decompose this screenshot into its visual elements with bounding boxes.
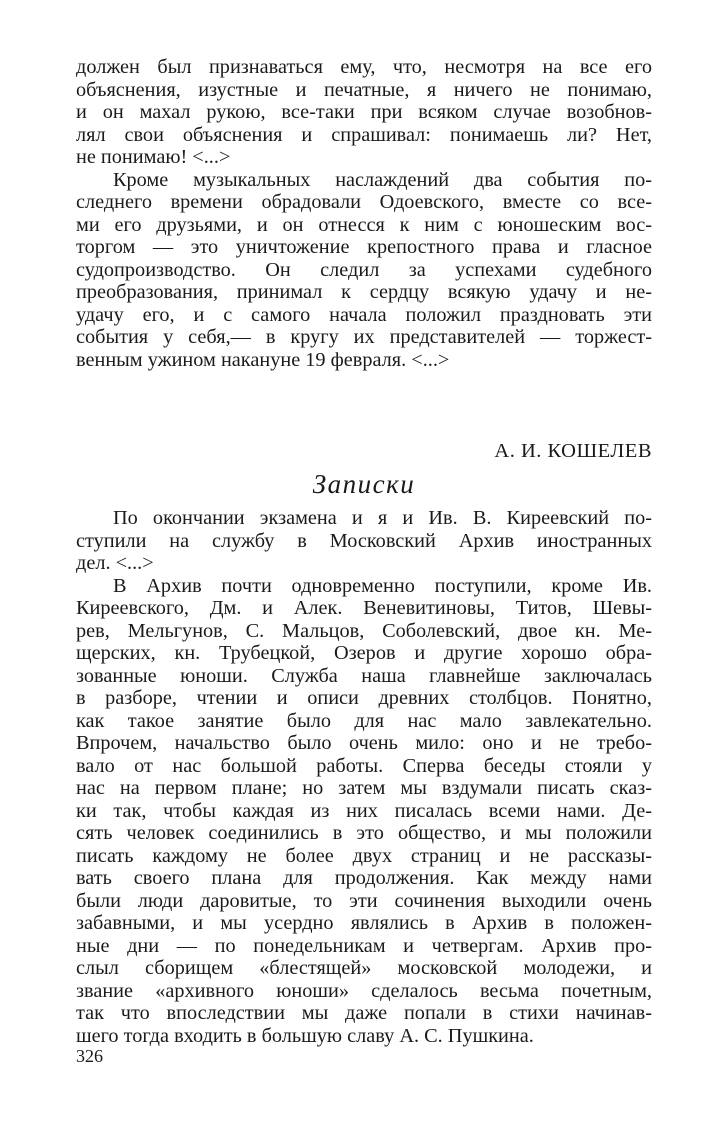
text-line: Впрочем, начальство было очень мило: оно и не требо-	[76, 732, 652, 754]
text-line: судопроизводство. Он следил за успехами судебного	[76, 258, 652, 281]
text-line: лял свои объяснения и спрашивал: понимаешь ли? Нет,	[76, 123, 652, 146]
text-line: писать каждому не более двух страниц и не рассказы-	[76, 844, 652, 867]
text-line: шего тогда входить в большую славу А. С. Пушкина.	[76, 1024, 534, 1047]
text-line: были люди даровитые, то эти сочинения выходили очень	[76, 889, 652, 912]
text-line: В Архив почти одновременно поступили, кроме Ив.	[113, 574, 652, 597]
text-line: торгом — это уничтожение крепостного права и гласное	[76, 236, 652, 258]
text-line: звание «архивного юноши» сделалось весьма почетным,	[76, 979, 652, 1002]
paragraph-1	[76, 56, 652, 169]
section-gap	[76, 371, 652, 439]
text-line: нас на первом плане; но затем мы вздумали писать сказ-	[76, 777, 652, 799]
text-line: следнего времени обрадовали Одоевского, вместе со все-	[76, 191, 652, 213]
text-line: ки так, чтобы каждая из них писалась всеми нами. Де-	[76, 799, 652, 822]
text-line: Киреевского, Дм. и Алек. Веневитиновы, Титов, Шевы-	[76, 597, 652, 619]
paragraph-4	[76, 575, 652, 1048]
text-line: По окончании экзамена и я и Ив. В. Киреевский по-	[113, 507, 652, 529]
text-line: как такое занятие было для нас мало завлекательно.	[76, 709, 652, 732]
page-number: 326	[76, 1046, 103, 1066]
text-line: зованные юноши. Служба наша главнейше заключалась	[76, 664, 652, 687]
text-line: вать своего плана для продолжения. Как между нами	[76, 867, 652, 889]
text-line: преобразования, принимал к сердцу всякую удачу и не-	[76, 281, 652, 303]
author-heading: А. И. КОШЕЛЕВ	[494, 440, 652, 462]
text-line: слыл сборищем «блестящей» московской молодежи, и	[76, 957, 652, 979]
text-line: должен был признаваться ему, что, несмотря на все его	[76, 56, 652, 78]
text-line: ми его друзьями, и он отнесся к ним с юношеским вос-	[76, 213, 652, 236]
text-line: и он махал рукою, все-таки при всяком случае возобнов-	[76, 101, 652, 123]
text-line: вало от нас большой работы. Сперва беседы стояли у	[76, 754, 652, 777]
text-line: щерских, кн. Трубецкой, Озеров и другие хорошо обра-	[76, 642, 652, 664]
text-line: сять человек соединились в это общество, и мы положили	[76, 822, 652, 844]
text-line: объяснения, изустные и печатные, я ничего не понимаю,	[76, 78, 652, 101]
page-body	[76, 56, 652, 1047]
section-title: Записки	[312, 469, 416, 499]
text-line: дел. <...>	[76, 552, 154, 574]
text-line: венным ужином накануне 19 февраля. <...>	[76, 348, 450, 371]
text-line: в разборе, чтении и описи древних столбцов. Понятно,	[76, 687, 652, 709]
text-line: так что впоследствии мы даже попали в стихи начинав-	[76, 1002, 652, 1024]
text-line: события у себя,— в кругу их представителей — торжест-	[76, 326, 652, 348]
text-line: удачу его, и с самого начала положил праздновать эти	[76, 303, 652, 326]
text-line: Кроме музыкальных наслаждений два события по-	[113, 168, 652, 191]
paragraph-3	[76, 507, 652, 575]
text-line: рев, Мельгунов, С. Мальцов, Соболевский, двое кн. Ме-	[76, 619, 652, 642]
text-line: ные дни — по понедельникам и четвергам. Архив про-	[76, 934, 652, 957]
paragraph-2	[76, 169, 652, 372]
text-line: забавными, и мы усердно являлись в Архив в положен-	[76, 912, 652, 934]
text-line: ступили на службу в Московский Архив иностранных	[76, 529, 652, 552]
text-line: не понимаю! <...>	[76, 146, 231, 168]
